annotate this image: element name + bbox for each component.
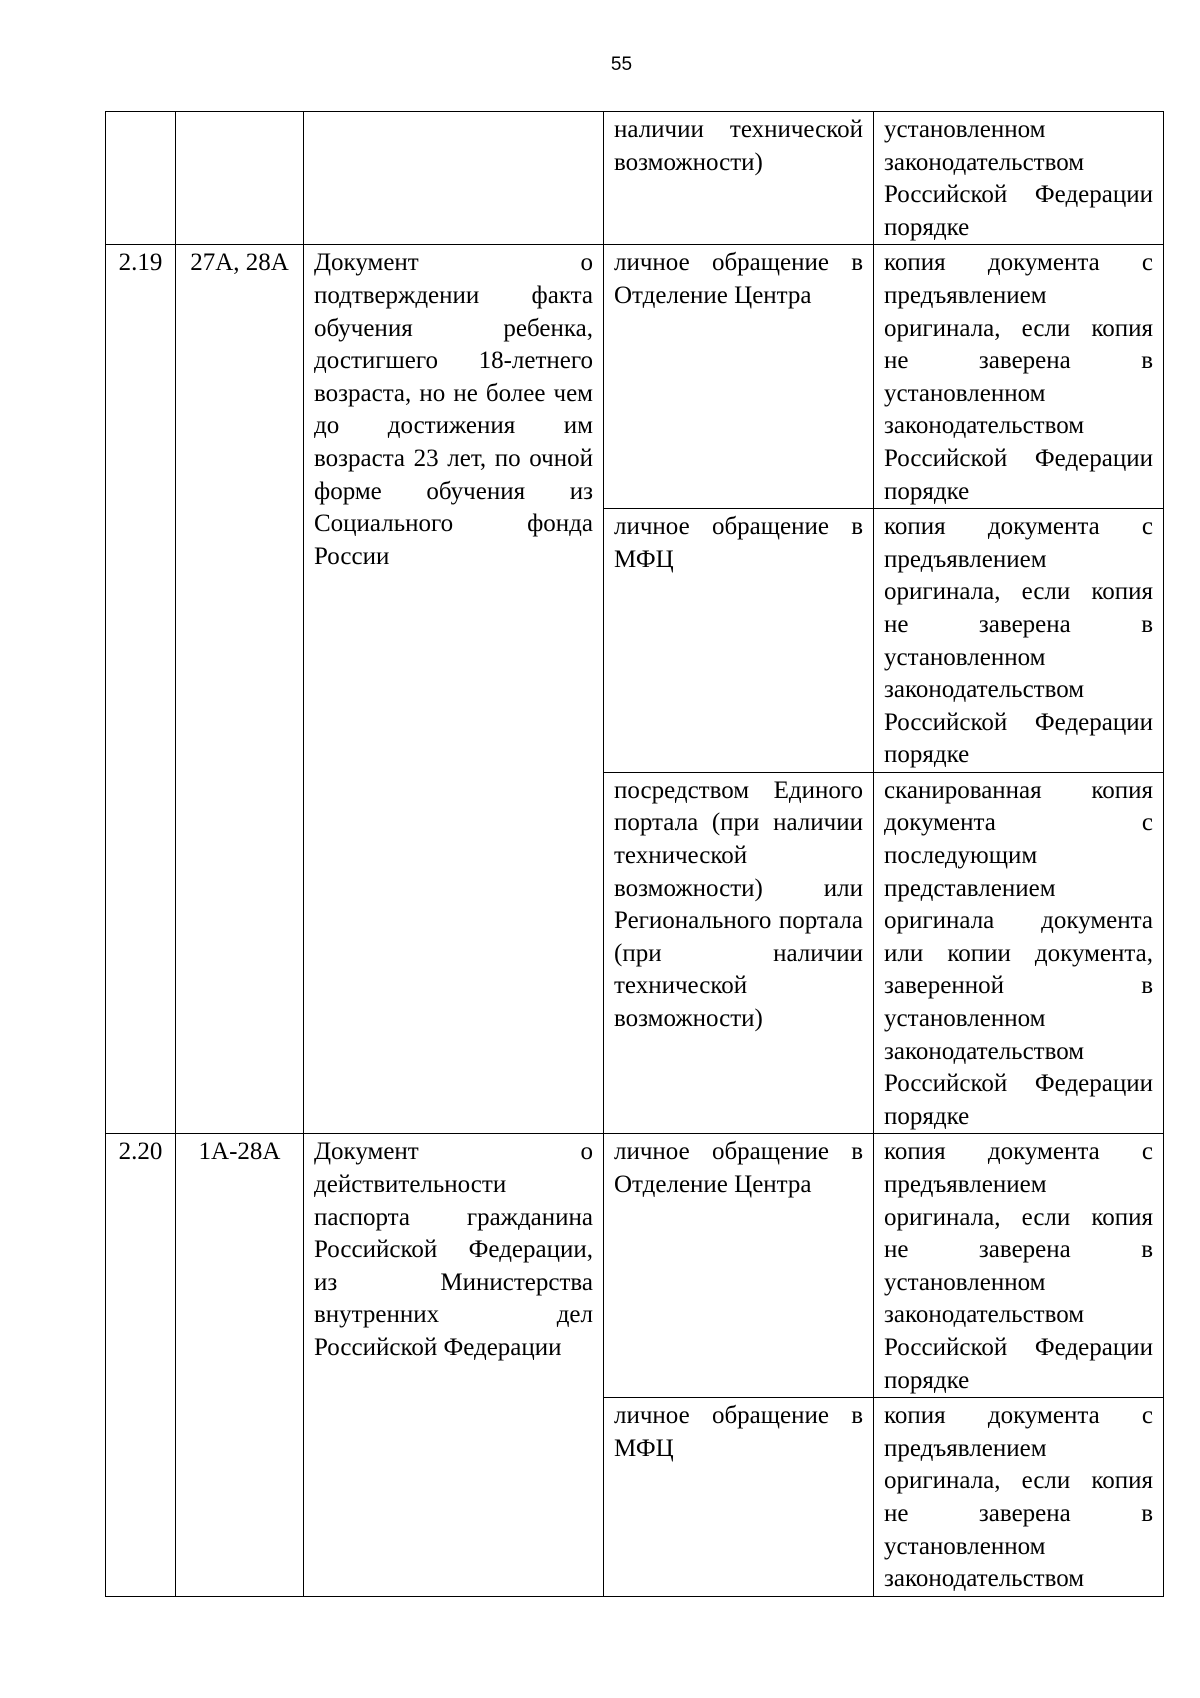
submission-method-cell: личное обращение в МФЦ [604,1398,874,1597]
submission-method-cell: личное обращение в Отделение Центра [604,1134,874,1398]
category-codes-cell: 1А-28А [176,1134,304,1596]
table-row [106,245,1164,509]
document-form-cell: сканированная копия документа с последующим представлением оригинала документа или копии документа, заверенной в установленном законодательством Российской Федерации порядке [874,772,1164,1134]
document-form-cell: копия документа с предъявлением оригинала, если копия не заверена в установленном законодательством Российской Федерации порядке [874,1134,1164,1398]
document-name-cell: Документ о действительности паспорта гражданина Российской Федерации, из Министерства внутренних дел Российской Федерации [304,1134,604,1596]
row-number-cell: 2.19 [106,245,176,1134]
requirements-table [105,111,1164,1597]
submission-method-cell: личное обращение в МФЦ [604,509,874,773]
submission-method-cell: личное обращение в Отделение Центра [604,245,874,509]
submission-method-cell: наличии технической возможности) [604,112,874,245]
document-form-cell: копия документа с предъявлением оригинала, если копия не заверена в установленном законодательством Российской Федерации порядке [874,245,1164,509]
category-codes-cell: 27А, 28А [176,245,304,1134]
document-form-cell: копия документа с предъявлением оригинала, если копия не заверена в установленном законодательством Российской Федерации порядке [874,509,1164,773]
category-codes-cell [176,112,304,245]
document-name-cell [304,112,604,245]
row-number-cell: 2.20 [106,1134,176,1596]
document-form-cell: копия документа с предъявлением оригинала, если копия не заверена в установленном законодательством [874,1398,1164,1597]
page-number: 55 [610,54,633,75]
document-name-cell: Документ о подтверждении факта обучения ребенка, достигшего 18-летнего возраста, но не более чем до достижения им возраста 23 лет, по очной форме обучения из Социального фонда России [304,245,604,1134]
row-number-cell [106,112,176,245]
document-form-cell: установленном законодательством Российской Федерации порядке [874,112,1164,245]
table-row [106,112,1164,245]
submission-method-cell: посредством Единого портала (при наличии технической возможности) или Регионального портала (при наличии технической возможности) [604,772,874,1134]
table-row [106,1134,1164,1398]
